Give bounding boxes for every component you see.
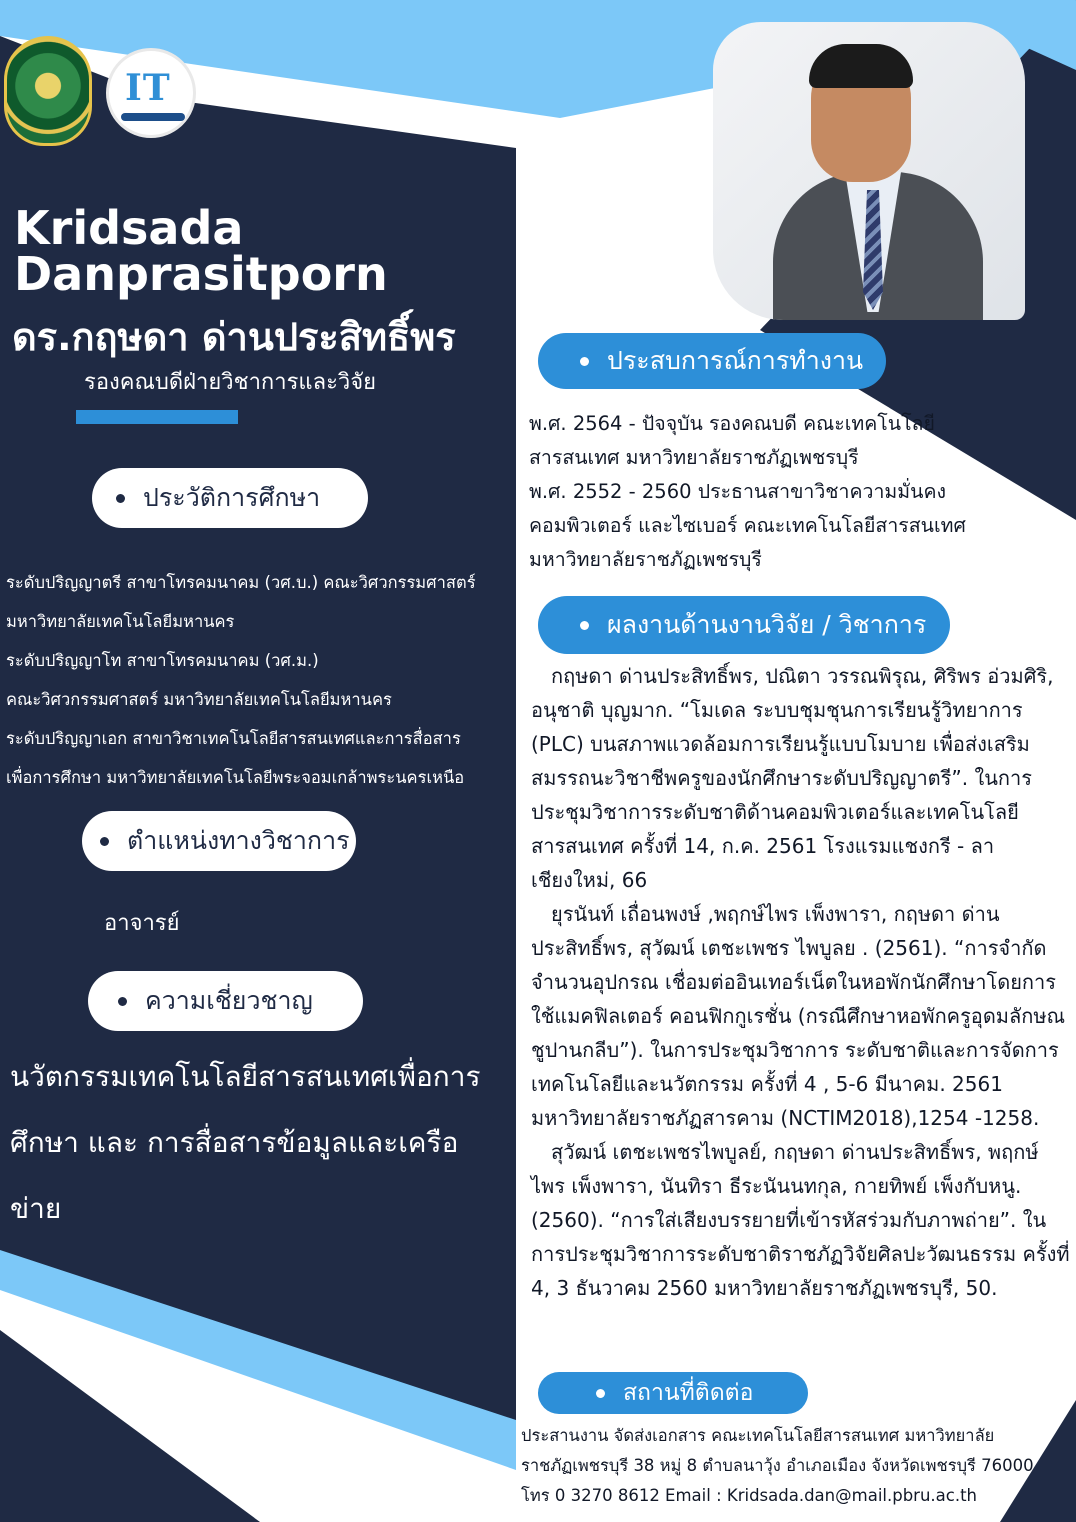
work-line: พ.ศ. 2564 - ปัจจุบัน รองคณบดี คณะเทคโนโลยี [529, 412, 935, 435]
contact-heading-pill [538, 1372, 808, 1414]
education-line: ระดับปริญญาเอก สาขาวิชาเทคโนโลยีสารสนเทศและการสื่อสาร [6, 729, 461, 748]
education-line: ระดับปริญญาตรี สาขาโทรคมนาคม (วศ.บ.) คณะวิศวกรรมศาสตร์ [6, 573, 476, 592]
work-heading: ประสบการณ์การทำงาน [607, 346, 864, 375]
expertise-line: ศึกษา และ การสื่อสารข้อมูลและเครือ [10, 1126, 459, 1159]
work-line: พ.ศ. 2552 - 2560 ประธานสาขาวิชาความมั่นคง [529, 480, 947, 503]
contact-info [521, 1421, 1073, 1511]
education-line: ระดับปริญญาโท สาขาโทรคมนาคม (วศ.ม.) [6, 651, 319, 670]
work-line: คอมพิวเตอร์ และไซเบอร์ คณะเทคโนโลยีสารสนเทศ [529, 514, 966, 537]
academic-rank-heading: ตำแหน่งทางวิชาการ [127, 826, 350, 855]
name-english: Kridsada Danprasitporn [14, 201, 388, 301]
research-entry: ยุรนันท์ เถื่อนพงษ์ ,พฤกษ์ไพร เพ็งพารา, กฤษดา ด่านประสิทธิ์พร, สุวัฒน์ เตชะเพชร ไพบูลย . (2561). “การจำกัดจำนวนอุปกรณ เชื่อมต่ออินเทอร์เน็ตในหอพักนักศึกษาโดยการใช้แมคฟิลเตอร์ คอนฟิกกูเรชั่น (กรณีศึกษาหอพักครูอุดมลักษณ ชูปานกลีบ”). ในการประชุมวิชาการ ระดับชาติและการจัดการเทคโนโลยีและนวัตกรรม ครั้งที่ 4 , 5-6 มีนาคม. 2561 มหาวิทยาลัยราชภัฏสารคาม (NCTIM2018),1254 -1258. [531, 902, 1066, 1130]
expertise-heading-pill [88, 971, 363, 1031]
contact-line: โทร 0 3270 8612 Email : Kridsada.dan@mail.pbru.ac.th [521, 1486, 978, 1505]
accent-bar [76, 410, 238, 424]
bullet-icon [116, 494, 125, 503]
contact-line: ราชภัฏเพชรบุรี 38 หมู่ 8 ตำบลนาวุ้ง อำเภอเมือง จังหวัดเพชรบุรี 76000 [521, 1456, 1034, 1475]
research-heading-pill [538, 596, 950, 654]
expertise-line: ข่าย [10, 1192, 62, 1225]
logo-group [4, 36, 196, 146]
education-heading-pill [92, 468, 368, 528]
bullet-icon [100, 837, 109, 846]
contact-line: ประสานงาน จัดส่งเอกสาร คณะเทคโนโลยีสารสนเทศ มหาวิทยาลัย [521, 1426, 995, 1445]
research-list [531, 659, 1071, 1305]
work-list [529, 407, 999, 577]
work-heading-pill [538, 333, 886, 389]
academic-rank-value: อาจารย์ [104, 911, 180, 936]
research-entry: กฤษดา ด่านประสิทธิ์พร, ปณิตา วรรณพิรุณ, ศิริพร อ่วมศิริ, อนุชาติ บุญมาก. “โมเดล ระบบชุมชุนการเรียนรู้วิทยาการ (PLC) บนสภาพแวดล้อมการเรียนรู้แบบโมบาย เพื่อส่งเสริม สมรรถนะวิชาชีพครูของนักศึกษาระดับปริญญาตรี”. ในการประชุมวิชาการระดับชาติด้านคอมพิวเตอร์และเทคโนโลยีสารสนเทศ ครั้งที่ 14, ก.ค. 2561 โรงแรมแชงกรี - ลา เชียงใหม่, 66 [531, 664, 1054, 892]
education-heading: ประวัติการศึกษา [143, 483, 321, 512]
faculty-logo-text: IT [125, 67, 171, 109]
academic-rank-heading-pill [82, 811, 356, 871]
research-entry: สุวัฒน์ เตชะเพชรไพบูลย์, กฤษดา ด่านประสิทธิ์พร, พฤกษ์ไพร เพ็งพารา, นันทิรา ธีระนันนทกุล, กายทิพย์ เพ็งกับหนู. (2560). “การใส่เสียงบรรยายที่เข้ารหัสร่วมกับภาพถ่าย”. ในการประชุมวิชาการระดับชาติราชภัฏวิจัยศิลปะวัฒนธรรม ครั้งที่ 4, 3 ธันวาคม 2560 มหาวิทยาลัยราชภัฏเพชรบุรี, 50. [531, 1140, 1070, 1300]
education-list [6, 563, 518, 797]
expertise-text [10, 1044, 518, 1242]
expertise-line: นวัตกรรมเทคโนโลยีสารสนเทศเพื่อการ [10, 1060, 481, 1093]
work-line: มหาวิทยาลัยราชภัฏเพชรบุรี [529, 548, 762, 571]
bullet-icon [580, 621, 589, 630]
education-line: มหาวิทยาลัยเทคโนโลยีมหานคร [6, 612, 235, 631]
bullet-icon [580, 357, 589, 366]
bullet-icon [596, 1389, 605, 1398]
expertise-heading: ความเชี่ยวชาญ [145, 986, 313, 1015]
education-line: คณะวิศวกรรมศาสตร์ มหาวิทยาลัยเทคโนโลยีมหานคร [6, 690, 392, 709]
faculty-it-logo [106, 48, 196, 138]
university-seal-logo [4, 36, 92, 146]
work-line: สารสนเทศ มหาวิทยาลัยราชภัฏเพชรบุรี [529, 446, 859, 469]
profile-photo [713, 22, 1025, 320]
research-heading: ผลงานด้านงานวิจัย / วิชาการ [607, 610, 927, 639]
position-title: รองคณบดีฝ่ายวิชาการและวิจัย [84, 370, 377, 395]
contact-heading: สถานที่ติดต่อ [623, 1380, 754, 1406]
education-line: เพื่อการศึกษา มหาวิทยาลัยเทคโนโลยีพระจอมเกล้าพระนครเหนือ [6, 768, 465, 787]
bullet-icon [118, 997, 127, 1006]
name-thai: ดร.กฤษดา ด่านประสิทธิ์พร [12, 315, 456, 359]
